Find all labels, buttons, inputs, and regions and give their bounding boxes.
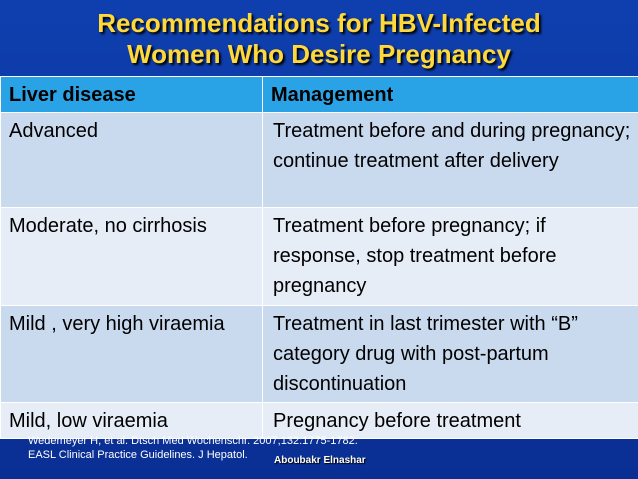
cell-management: Treatment before and during pregnancy; continue treatment after delivery	[263, 113, 638, 208]
table-row	[1, 208, 638, 306]
cell-liver-disease: Advanced	[1, 113, 263, 208]
cell-management: Pregnancy before treatment	[263, 403, 638, 439]
cell-management: Treatment before pregnancy; if response, stop treatment before pregnancy	[263, 208, 638, 306]
cell-liver-disease: Mild , very high viraemia	[1, 306, 263, 403]
slide-title-line-2: Women Who Desire Pregnancy	[127, 39, 511, 69]
table-header-row	[1, 77, 638, 113]
cell-liver-disease: Mild, low viraemia	[1, 403, 263, 439]
slide-title-line-1: Recommendations for HBV-Infected	[97, 8, 541, 38]
header-liver-disease: Liver disease	[1, 77, 263, 113]
header-management: Management	[263, 77, 638, 113]
cell-management: Treatment in last trimester with “B” category drug with post-partum discontinuation	[263, 306, 638, 403]
table-row	[1, 306, 638, 403]
author-credit: Aboubakr Elnashar	[274, 455, 366, 466]
cell-liver-disease: Moderate, no cirrhosis	[1, 208, 263, 306]
reference-line-2: EASL Clinical Practice Guidelines. J Hepatol.	[28, 449, 248, 461]
slide-title	[0, 8, 638, 70]
reference-line-1: Wedemeyer H, et al. Dtsch Med Wochenschr. 2007;132:1775-1782.	[28, 435, 358, 447]
recommendations-table	[0, 76, 638, 439]
table-row	[1, 113, 638, 208]
